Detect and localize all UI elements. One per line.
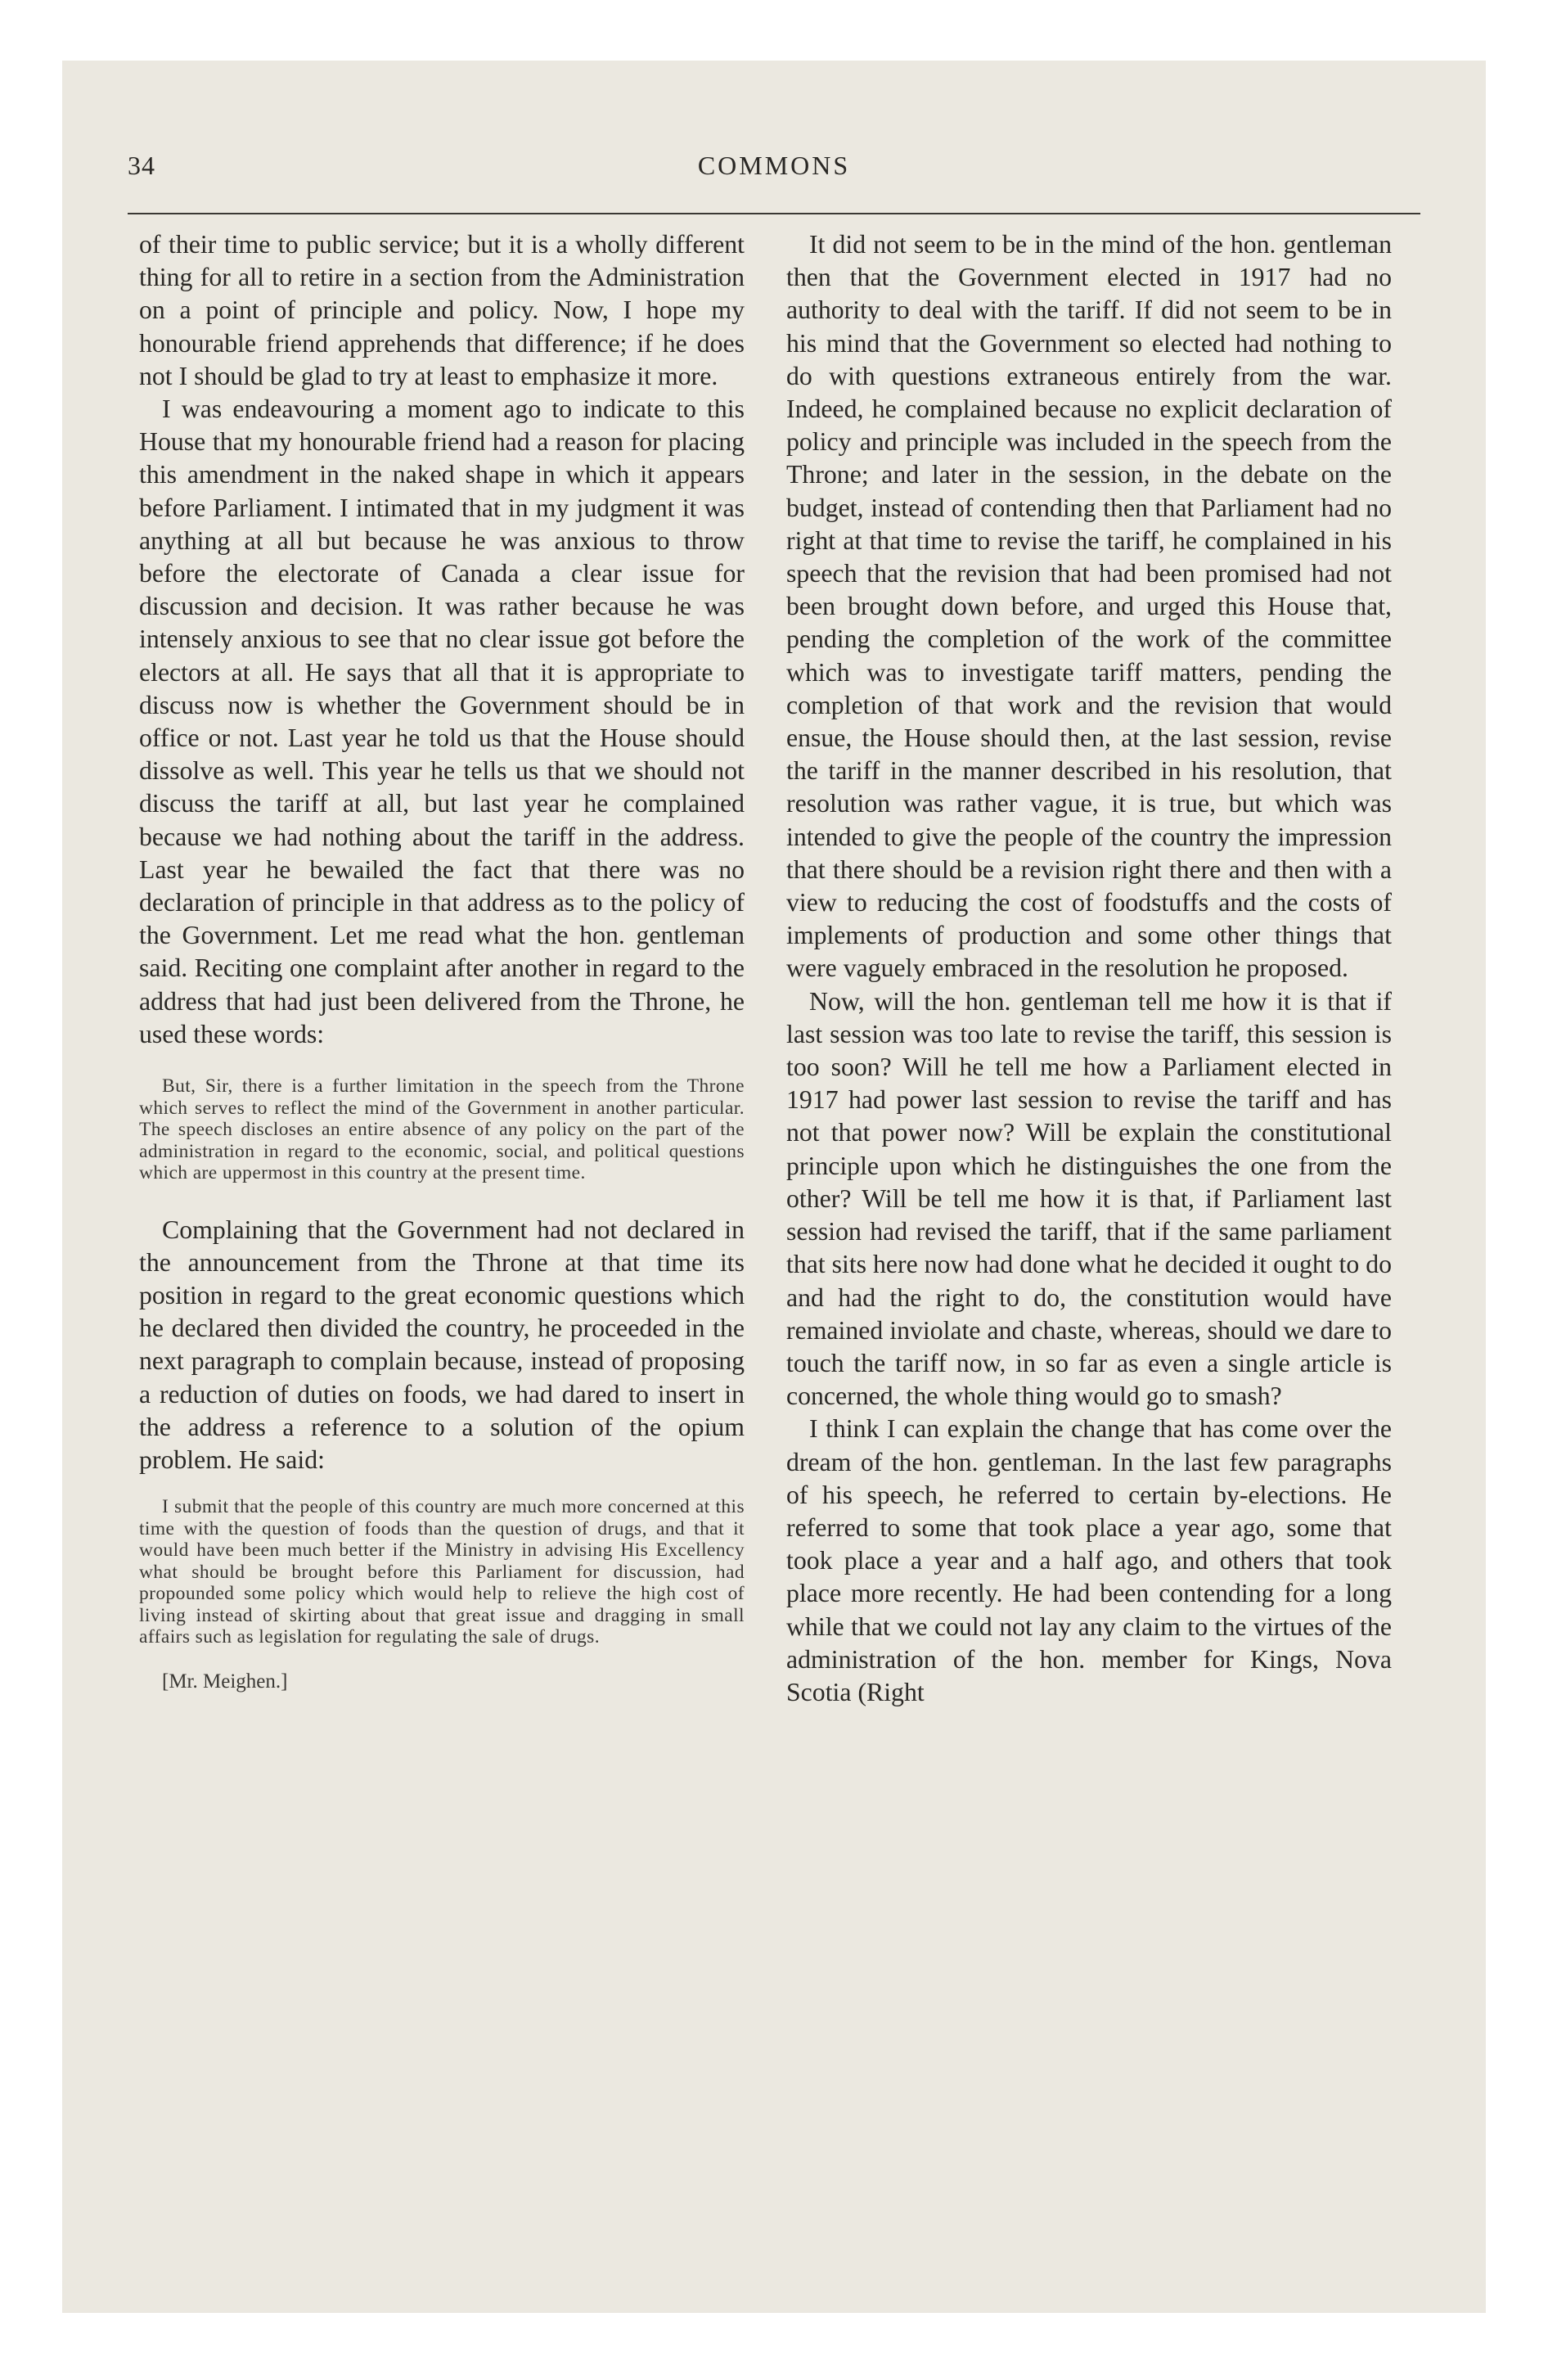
right-column <box>786 228 1392 1709</box>
quote-text: But, Sir, there is a further limitation in the speech from the Throne which serves to reflect the mind of the Government in another particular. The speech discloses an entire absence of any policy on the part of the administration in regard to the economic, social, and political questions which are uppermost in this country at the present time. <box>139 1075 745 1184</box>
paragraph: Complaining that the Government had not declared in the announcement from the Throne at that time its position in regard to the great economic questions which he declared then divided the country, he proceeded in the next paragraph to complain because, instead of proposing a reduction of duties on foods, we had dared to insert in the address a reference to a solution of the opium problem. He said: <box>139 1215 745 1474</box>
speaker-attribution: [Mr. Meighen.] <box>162 1670 288 1693</box>
page-number: 34 <box>128 151 155 180</box>
header-rule <box>128 213 1420 214</box>
block-quote <box>139 1075 745 1184</box>
paragraph: of their time to public service; but it is a wholly different thing for all to retire in a section from the Administration on a point of principle and policy. Now, I hope my honourable friend apprehends that difference; if he does not I should be glad to try at least to emphasize it more. <box>139 230 745 390</box>
paragraph: I was endeavouring a moment ago to indicate to this House that my honourable friend had a reason for placing this amendment in the naked shape in which it appears before Parliament. I intimated that in my judgment it was anything at all but because he was anxious to throw before the electorate of Canada a clear issue for discussion and decision. It was rather because he was intensely anxious to see that no clear issue got before the electors at all. He says that all that it is appropriate to discuss now is whether the Government should be in office or not. Last year he told us that the House should dissolve as well. This year he tells us that we should not discuss the tariff at all, but last year he complained because we had nothing about the tariff in the address. Last year he bewailed the fact that there was no declaration of principle in that address as to the policy of the Government. Let me read what the hon. gentleman said. Reciting one complaint after another in regard to the address that had just been delivered from the Throne, he used these words: <box>139 394 745 1048</box>
left-column <box>139 228 745 1694</box>
page-header <box>128 151 1420 200</box>
paragraph: I think I can explain the change that has come over the dream of the hon. gentleman. In the last few paragraphs of his speech, he referred to certain by-elections. He referred to some that took place a year ago, some that took place a year and a half ago, and others that took place more recently. He had been contending for a long while that we could not lay any claim to the virtues of the administration of the hon. member for Kings, Nova Scotia (Right <box>786 1414 1392 1706</box>
block-quote <box>139 1496 745 1648</box>
document-page <box>62 61 1486 2313</box>
paragraph: It did not seem to be in the mind of the hon. gentleman then that the Government elected in 1917 had no authority to deal with the tariff. If did not seem to be in his mind that the Government so elected had nothing to do with questions extraneous entirely from the war. Indeed, he complained because no explicit declaration of policy and principle was included in the speech from the Throne; and later in the session, in the debate on the budget, instead of contending then that Parliament had no right at that time to revise the tariff, he complained in his speech that the revision that had been promised had not been brought down before, and urged this House that, pending the completion of the work of the committee which was to investigate tariff matters, pending the completion of that work and the revision that would ensue, the House should then, at the last session, revise the tariff in the manner described in his resolution, that resolution was rather vague, it is true, but which was intended to give the people of the country the impression that there should be a revision right there and then with a view to reducing the cost of foodstuffs and the costs of implements of production and some other things that were vaguely embraced in the resolution he proposed. <box>786 230 1392 983</box>
paragraph: Now, will the hon. gentleman tell me how it is that if last session was too late to revise the tariff, this session is too soon? Will he tell me how a Parliament elected in 1917 had power last session to revise the tariff and has not that power now? Will be explain the constitutional principle upon which he distinguishes the one from the other? Will be tell me how it is that, if Parliament last session had revised the tariff, that if the same parliament that sits here now had done what he decided it ought to do and had the right to do, the constitution would have remained inviolate and chaste, whereas, should we dare to touch the tariff now, in so far as even a single article is concerned, the whole thing would go to smash? <box>786 986 1392 1411</box>
running-head: COMMONS <box>697 151 851 180</box>
quote-text: I submit that the people of this country are much more concerned at this time with the question of foods than the question of drugs, and that it would have been much better if the Ministry in advising His Excellency what should be brought before this Parliament for discussion, had propounded some policy which would help to relieve the high cost of living instead of skirting about that great issue and dragging in small affairs such as legislation for regulating the sale of drugs. <box>139 1496 745 1648</box>
